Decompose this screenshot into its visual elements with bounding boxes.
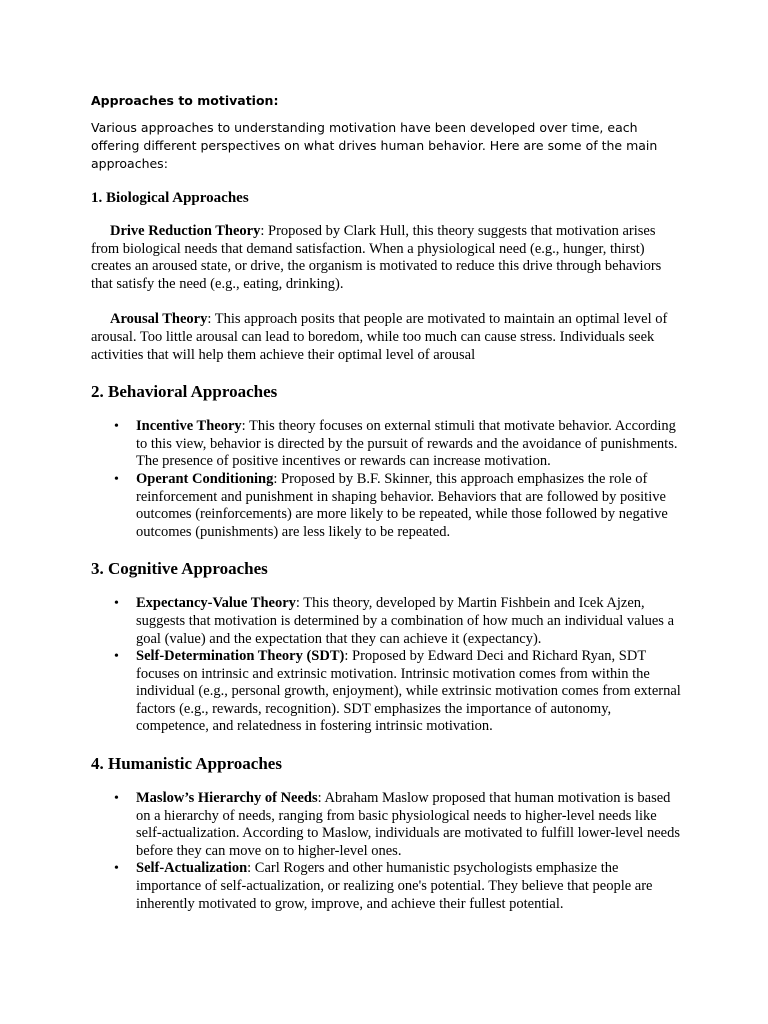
paragraph-arousal (91, 311, 681, 364)
bullet-icon: • (114, 596, 119, 612)
text-operant: : Proposed by B.F. Skinner, this approach emphasizes the role of reinforcement and punishment in shaping behavior. Behaviors that are followed by positive outcomes (reinforcements) are more likely to be repeated, while those followed by negative outcomes (punishments) are less likely to be repeated. (136, 470, 668, 540)
term-sdt: Self-Determination Theory (SDT) (136, 648, 345, 665)
bullet-icon: • (114, 791, 119, 807)
text-maslow: : Abraham Maslow proposed that human motivation is based on a hierarchy of needs, ranging from basic physiological needs to higher-level needs like self-actualization. According to Maslow, individuals are motivated to fulfill lower-level needs before they can move on to higher-level ones. (136, 790, 680, 859)
behavioral-list (91, 418, 681, 541)
text-incentive: : This theory focuses on external stimuli that motivate behavior. According to this view, behavior is directed by the pursuit of rewards and the avoidance of punishments. The presence of positive incentives or rewards can increase motivation. (136, 418, 678, 470)
list-item (114, 595, 681, 648)
term-expectancy-value: Expectancy-Value Theory (136, 595, 296, 612)
document-body (91, 92, 681, 931)
bullet-icon: • (114, 649, 119, 665)
section-heading-humanistic: 4. Humanistic Approaches (91, 754, 282, 774)
list-item (114, 790, 681, 860)
text-self-actualization: : Carl Rogers and other humanistic psychologists emphasize the importance of self-actualization, or realizing one's potential. They believe that people are inherently motivated to grow, improve, and achieve their fullest potential. (136, 860, 653, 912)
list-item (114, 470, 681, 541)
section-heading-behavioral: 2. Behavioral Approaches (91, 382, 278, 402)
text-arousal: : This approach posits that people are motivated to maintain an optimal level of arousal. Too little arousal can lead to boredom, while too much can cause stress. Individuals seek activities that will help them achieve their optimal level of arousal (91, 311, 668, 363)
term-drive-reduction: Drive Reduction Theory (110, 223, 261, 239)
bullet-icon: • (114, 471, 119, 487)
text-expectancy-value: : This theory, developed by Martin Fishbein and Icek Ajzen, suggests that motivation is determined by a combination of how much an individual values a goal (value) and the expectation that they can achieve it (expectancy). (136, 595, 675, 647)
section-heading-biological: 1. Biological Approaches (91, 190, 249, 206)
list-item (114, 648, 681, 736)
humanistic-list (91, 790, 681, 913)
section-heading-cognitive: 3. Cognitive Approaches (91, 559, 268, 579)
list-item (114, 418, 681, 471)
document-title: Approaches to motivation: (91, 93, 279, 108)
term-arousal: Arousal Theory (110, 311, 208, 328)
bullet-icon: • (114, 861, 119, 877)
term-maslow: Maslow’s Hierarchy of Needs (136, 790, 318, 807)
text-drive-reduction: : Proposed by Clark Hull, this theory suggests that motivation arises from biological needs that demand satisfaction. When a physiological need (e.g., hunger, thirst) creates an aroused state, or drive, the organism is motivated to reduce this drive through behaviors that satisfy the need (e.g., eating, drinking). (91, 223, 662, 292)
bullet-icon: • (114, 419, 119, 435)
term-incentive: Incentive Theory (136, 418, 242, 435)
term-self-actualization: Self-Actualization (136, 860, 248, 877)
term-operant: Operant Conditioning (136, 470, 274, 487)
paragraph-drive-reduction (91, 223, 681, 293)
intro-paragraph: Various approaches to understanding motivation have been developed over time, each offering different perspectives on what drives human behavior. Here are some of the main approaches: (91, 120, 658, 171)
cognitive-list (91, 595, 681, 736)
text-sdt: : Proposed by Edward Deci and Richard Ryan, SDT focuses on intrinsic and extrinsic motivation. Intrinsic motivation comes from within the individual (e.g., personal growth, enjoyment), while extrinsic motivation comes from external factors (e.g., rewards, recognition). SDT emphasizes the importance of autonomy, competence, and relatedness in fostering intrinsic motivation. (136, 648, 681, 735)
list-item (114, 860, 681, 913)
